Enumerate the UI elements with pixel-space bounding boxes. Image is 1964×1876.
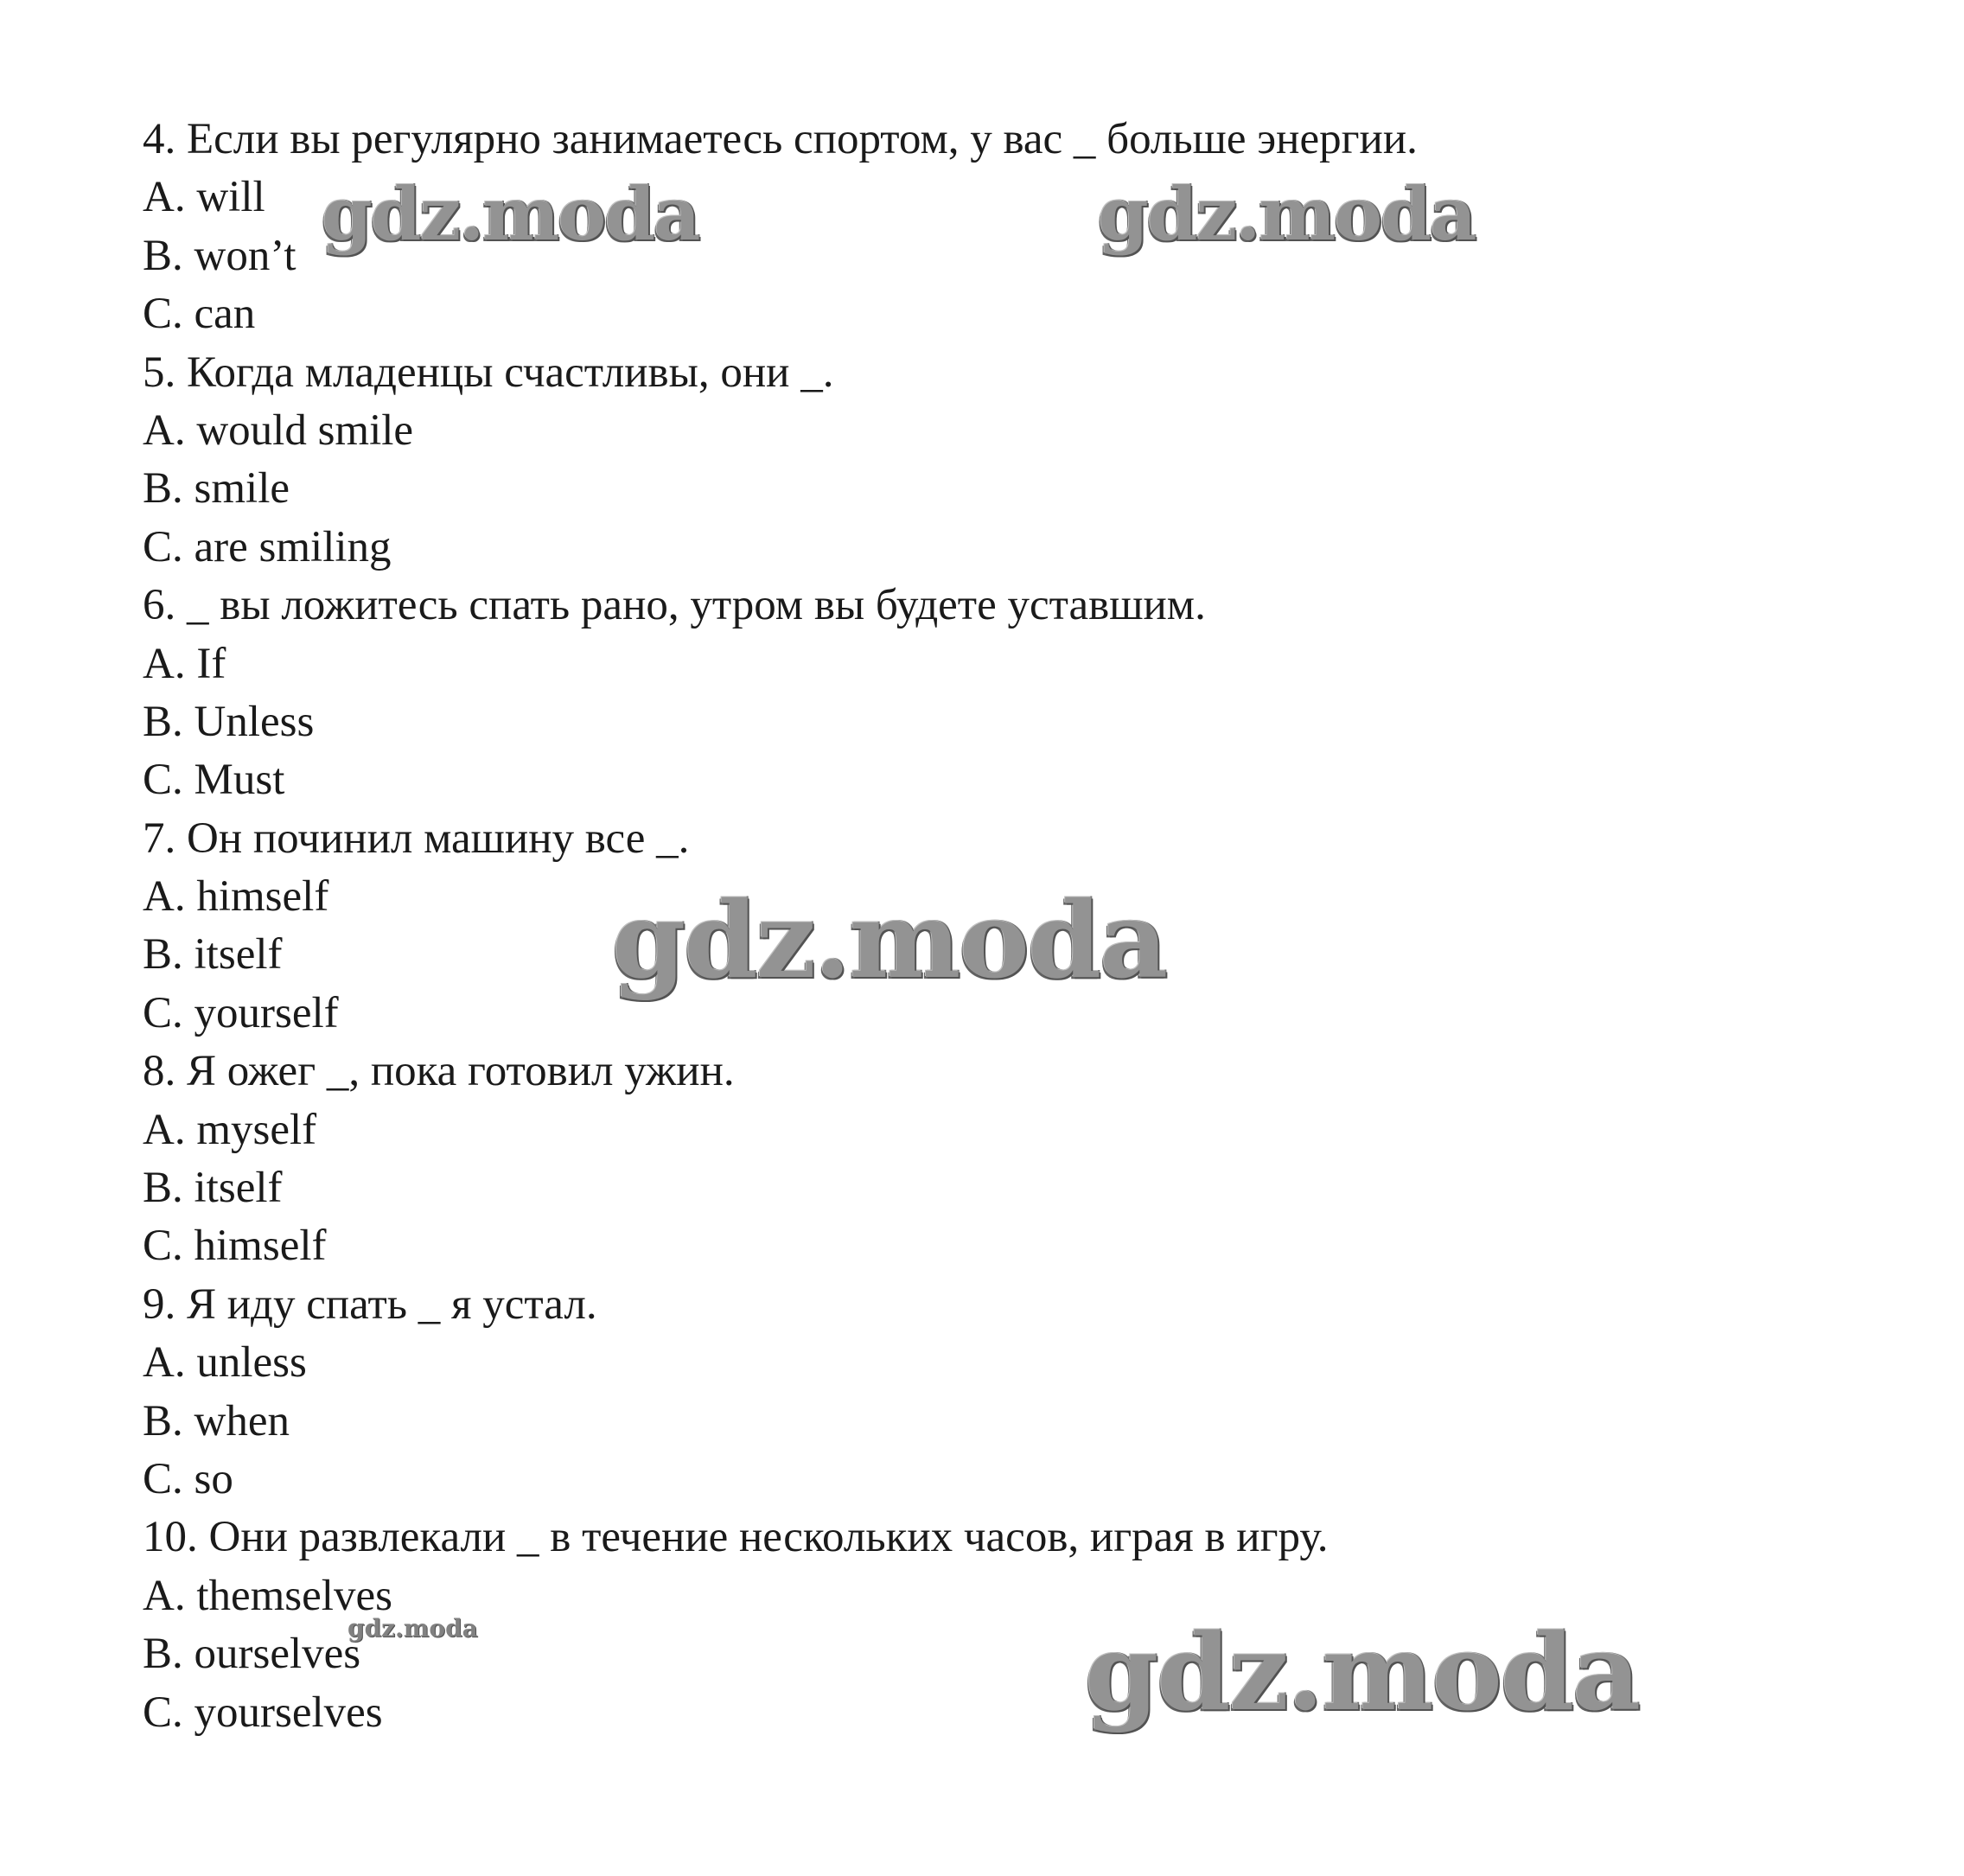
watermark: gdz.moda [1098,171,1476,257]
question-8-option-c: C. himself [143,1222,327,1271]
question-5: 5. Когда младенцы счастливы, они _. [143,348,834,397]
question-7-option-b: B. itself [143,930,283,979]
watermark: gdz.moda [612,877,1167,1002]
question-6-option-a: A. If [143,639,226,688]
question-4-option-a: A. will [143,173,265,222]
question-9-option-c: C. so [143,1454,233,1503]
question-6-option-c: C. Must [143,756,285,805]
question-7-option-c: C. yourself [143,988,339,1037]
question-10-option-b: B. ourselves [143,1630,361,1679]
question-8-option-b: B. itself [143,1164,283,1213]
question-6-option-b: B. Unless [143,697,315,746]
question-7-option-a: A. himself [143,872,329,922]
question-9-option-b: B. when [143,1396,290,1445]
question-9-option-a: A. unless [143,1338,307,1388]
question-4: 4. Если вы регулярно занимаетесь спортом, у вас _ больше энергии. [143,115,1418,163]
question-9: 9. Я иду спать _ я устал. [143,1279,597,1329]
question-8-option-a: A. myself [143,1105,317,1154]
question-4-option-c: C. can [143,290,256,339]
question-5-option-c: C. are smiling [143,522,392,571]
watermark: gdz.moda [1085,1610,1640,1734]
watermark: gdz.moda [322,171,699,257]
question-6: 6. _ вы ложитесь спать рано, утром вы будете уставшим. [143,581,1206,630]
question-5-option-a: A. would smile [143,405,414,455]
question-7: 7. Он починил машину все _. [143,814,690,863]
question-10-option-a: A. themselves [143,1571,392,1620]
question-4-option-b: B. won’t [143,231,297,280]
watermark-small: gdz.moda [348,1614,478,1643]
question-5-option-b: B. smile [143,464,290,514]
question-10-option-c: C. yourselves [143,1688,383,1737]
question-8: 8. Я ожег _, пока готовил ужин. [143,1047,735,1096]
question-10: 10. Они развлекали _ в течение нескольких часов, играя в игру. [143,1513,1329,1562]
